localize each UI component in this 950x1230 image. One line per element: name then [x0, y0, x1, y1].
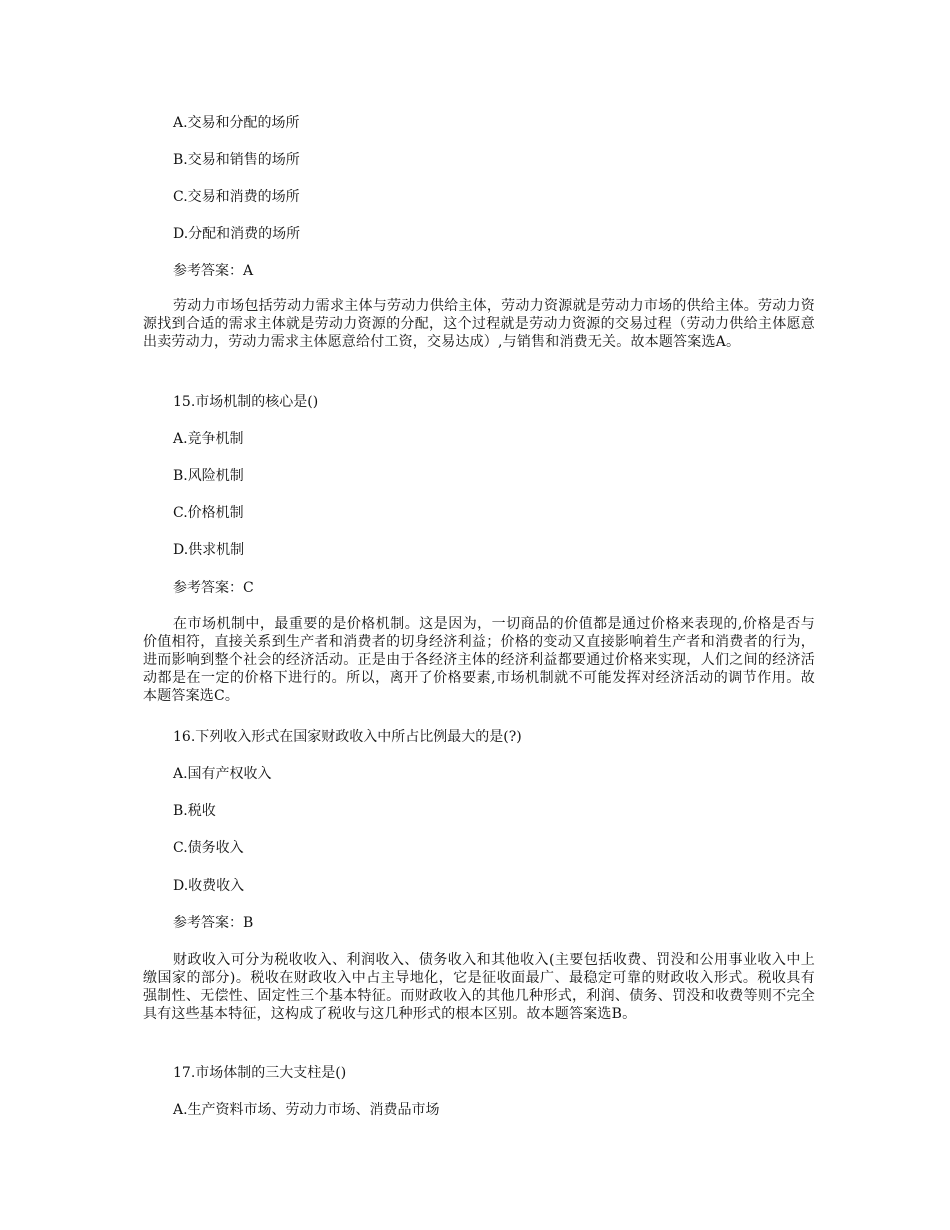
- q16-explanation: 财政收入可分为税收收入、利润收入、债务收入和其他收入(主要包括收费、罚没和公用事业收入中上缴国家的部分)。税收在财政收入中占主导地化，它是征收面最广、最稳定可靠的财政收入形式。税收具有强制性、无偿性、固定性三个基本特征。而财政收入的其他几种形式，利润、债务、罚没和收费等则不完全具有这些基本特征，这构成了税收与这几种形式的根本区别。故本题答案选B。: [143, 952, 815, 1022]
- q15-answer: 参考答案：C: [173, 580, 254, 596]
- q15-option-a: A.竞争机制: [173, 431, 244, 447]
- q15-explanation: 在市场机制中，最重要的是价格机制。这是因为，一切商品的价值都是通过价格来表现的,价格是否与价值相符，直接关系到生产者和消费者的切身经济利益；价格的变动又直接影响着生产者和消费者的行为，进而影响到整个社会的经济活动。正是由于各经济主体的经济利益都要通过价格来实现，人们之间的经济活动都是在一定的价格下进行的。所以，离开了价格要素,市场机制就不可能发挥对经济活动的调节作用。故本题答案选C。: [143, 616, 815, 704]
- q16-option-d: D.收费收入: [173, 878, 245, 894]
- q14-option-a: A.交易和分配的场所: [173, 115, 300, 131]
- q16-option-c: C.债务收入: [173, 840, 244, 856]
- q16-option-a: A.国有产权收入: [173, 766, 272, 782]
- q14-option-d: D.分配和消费的场所: [173, 226, 301, 242]
- q14-option-b: B.交易和销售的场所: [173, 152, 300, 168]
- q16-option-b: B.税收: [173, 803, 216, 819]
- q14-option-c: C.交易和消费的场所: [173, 189, 300, 205]
- q16-answer: 参考答案：B: [173, 915, 254, 931]
- q17-question: 17.市场体制的三大支柱是(): [173, 1065, 347, 1081]
- q15-option-b: B.风险机制: [173, 468, 244, 484]
- q14-explanation: 劳动力市场包括劳动力需求主体与劳动力供给主体，劳动力资源就是劳动力市场的供给主体。劳动力资源找到合适的需求主体就是劳动力资源的分配，这个过程就是劳动力资源的交易过程（劳动力供给主体愿意出卖劳动力，劳动力需求主体愿意给付工资，交易达成）,与销售和消费无关。故本题答案选A。: [143, 298, 815, 350]
- q15-option-c: C.价格机制: [173, 505, 244, 521]
- q14-answer: 参考答案：A: [173, 263, 254, 279]
- q15-option-d: D.供求机制: [173, 542, 245, 558]
- q17-option-a: A.生产资料市场、劳动力市场、消费品市场: [173, 1102, 440, 1118]
- q16-question: 16.下列收入形式在国家财政收入中所占比例最大的是(?): [173, 729, 522, 745]
- q15-question: 15.市场机制的核心是(): [173, 394, 319, 410]
